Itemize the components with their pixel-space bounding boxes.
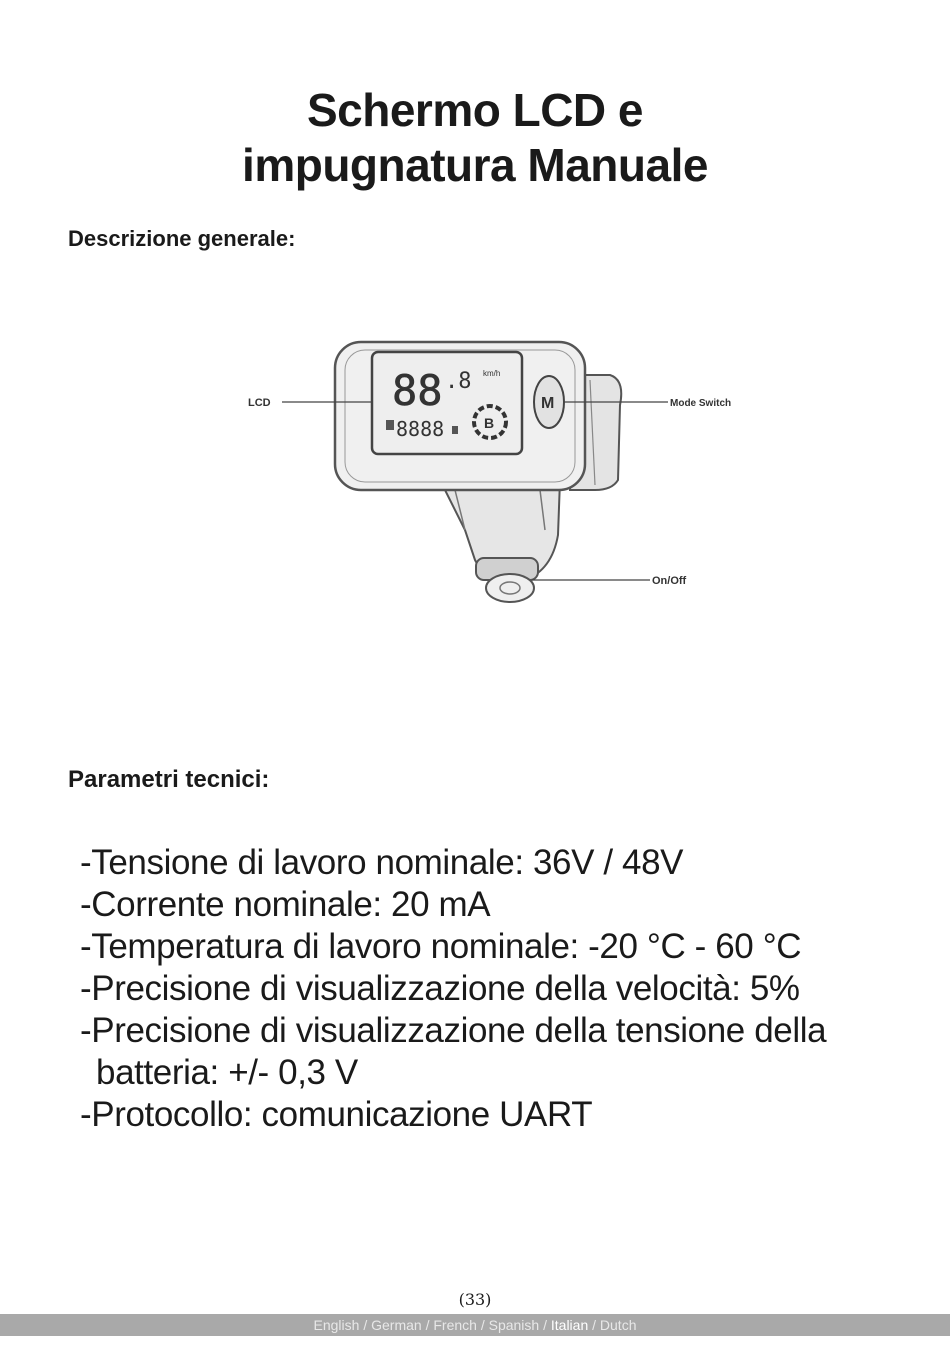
parameters-heading: Parametri tecnici: (68, 766, 270, 793)
language-link-italian[interactable]: Italian (550, 1317, 589, 1333)
language-link-german[interactable]: German (371, 1317, 422, 1333)
parameter-item: -Protocollo: comunicazione UART (80, 1095, 593, 1134)
parameter-item: -Precisione di visualizzazione della tensione della batteria: +/- 0,3 V (80, 1011, 827, 1092)
language-footer: English / German / French / Spanish / Italian / Dutch (0, 1314, 950, 1336)
lcd-label: LCD (248, 397, 271, 409)
lcd-handlebar-illustration (240, 330, 760, 610)
mode-button-label: M (541, 395, 555, 412)
page-title (0, 83, 950, 193)
parameter-item: -Tensione di lavoro nominale: 36V / 48V (80, 843, 684, 882)
parameter-item: -Temperatura di lavoro nominale: -20 °C - 60 °C (80, 927, 802, 966)
odometer-digits: 8888 (396, 417, 445, 441)
page-title-line2: impugnatura Manuale (242, 138, 708, 191)
speed-digits: 88 (392, 366, 443, 415)
lcd-display-figure (240, 330, 760, 610)
speed-unit: km/h (483, 369, 501, 378)
description-heading: Descrizione generale: (68, 226, 296, 251)
technical-parameters-list (80, 842, 920, 1136)
language-link-spanish[interactable]: Spanish (488, 1317, 540, 1333)
language-link-french[interactable]: French (433, 1317, 477, 1333)
language-link-english[interactable]: English (313, 1317, 360, 1333)
page-title-line1: Schermo LCD e (306, 83, 644, 136)
mode-switch-label: Mode Switch (670, 398, 732, 409)
parameter-item: -Precisione di visualizzazione della velocità: 5% (80, 969, 800, 1008)
language-link-dutch[interactable]: Dutch (599, 1317, 637, 1333)
on-off-label: On/Off (652, 575, 687, 587)
on-off-button (486, 574, 534, 602)
page-number: (33) (458, 1290, 492, 1309)
parameter-item: -Corrente nominale: 20 mA (80, 885, 491, 924)
speed-decimal: .8 (445, 369, 472, 394)
battery-glyph: B (484, 415, 495, 431)
